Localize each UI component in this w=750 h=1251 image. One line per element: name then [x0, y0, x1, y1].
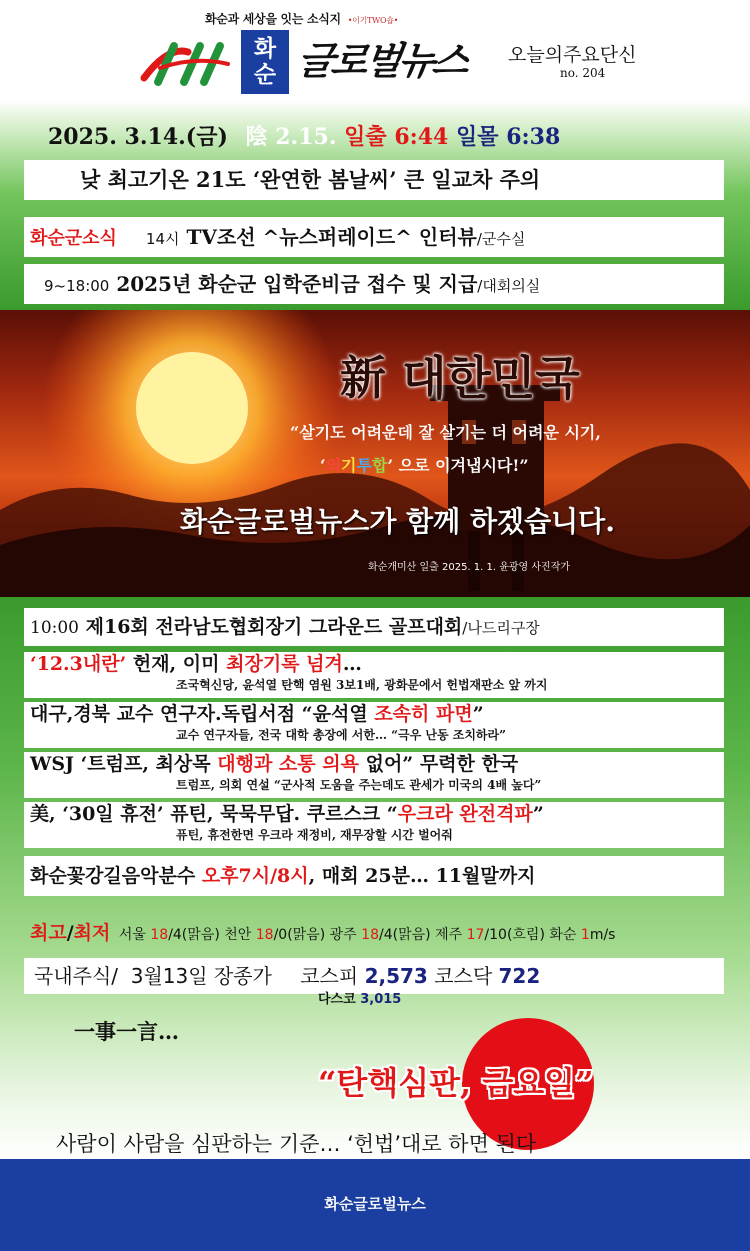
issue-number: no. 204 — [560, 66, 606, 80]
date: 2025. 3.14.(금) — [48, 124, 228, 150]
county-item1-place: /군수실 — [476, 230, 526, 248]
news-item-4-sub: 퓨틴, 휴전한면 우크라 재정비, 재무장할 시간 벌어줘 — [176, 828, 453, 842]
news-item-1-sub: 조국혁신당, 윤석열 탄핵 염원 3보1배, 광화문에서 헌법재판소 앞 까지 — [176, 678, 548, 692]
news-item-2-headline: 대구,경북 교수 연구자.독립서점 “윤석열 조속히 파면” — [30, 703, 484, 725]
lunar-label: 陰 — [245, 124, 268, 150]
county-label: 화순군소식 — [30, 228, 117, 249]
logo-box-text: 화순 — [253, 36, 277, 88]
stock-label: 국내주식/ 3월13일 장종가 — [34, 964, 272, 988]
kosdaq-label: 코스닥 — [434, 964, 493, 988]
news-item-1-headline: ‘12.3내란’ 헌재, 이미 최장기록 넘겨… — [30, 653, 362, 675]
temp-city-1: 천안 18/0(맑음) — [224, 927, 326, 943]
temp-city-0: 서울 18/4(맑음) — [118, 927, 220, 943]
hh-logo-icon — [140, 38, 232, 88]
fountain-news: 화순꽃강길음악분수 오후7시/8시, 매회 25분… 11월말까지 — [24, 856, 724, 896]
photo-title: 新 대한민국 — [340, 351, 580, 405]
lunar-date: 2.15. — [275, 124, 337, 150]
kosdaq-value: 722 — [498, 964, 541, 988]
dow-reading: 다스코 3,015 — [318, 992, 402, 1007]
photo-caption: 화순개미산 일출 2025. 1. 1. 윤광영 사진작가 — [368, 562, 571, 573]
news-item-4-headline: 美, ‘30일 휴전’ 퓨틴, 묵묵무답. 쿠르스크 “우크라 완전격파” — [30, 803, 544, 825]
sunset: 일몰 6:38 — [456, 124, 561, 150]
news-item-3-headline: WSJ ‘트럼프, 최상목 대행과 소통 의욕 없어” 무력한 한국 — [30, 753, 519, 775]
news-item-4 — [24, 802, 724, 848]
kospi-label: 코스피 — [300, 964, 359, 988]
golf-news — [24, 608, 724, 646]
column-label: 一事一言… — [74, 1019, 179, 1044]
county-item2-text: 2025년 화순군 입학준비금 접수 및 지급 — [116, 272, 478, 296]
county-item2-time: 9~18:00 — [44, 277, 110, 295]
golf-text: 제16회 전라남도협회장기 그라운드 골프대회 — [85, 616, 463, 638]
news-item-2 — [24, 702, 724, 748]
briefing-title: 오늘의주요단신 — [508, 44, 637, 66]
kospi-value: 2,573 — [364, 964, 428, 988]
temp-label-sep: / — [66, 922, 74, 944]
sunrise: 일출 6:44 — [344, 124, 449, 150]
golf-time: 10:00 — [30, 618, 79, 638]
news-item-2-sub: 교수 연구자들, 전국 대학 총장에 서한… “극우 난동 조치하라” — [176, 728, 507, 742]
county-news-2 — [24, 264, 724, 304]
temp-city-3: 제주 17/10(흐림) — [435, 927, 545, 943]
tagline-small: •이기TWO숍• — [347, 16, 399, 25]
temp-city-2: 광주 18/4(맑음) — [329, 927, 431, 943]
news-item-1 — [24, 652, 724, 698]
wind-reading: 화순 1m/s — [549, 927, 616, 943]
logo-box — [241, 30, 289, 94]
column-headline: “탄핵심판, 금요일” — [318, 1064, 594, 1102]
county-item1-text: TV조선 ^뉴스퍼레이드^ 인터뷰 — [186, 225, 477, 249]
county-item1-time: 14시 — [145, 230, 180, 248]
temp-label-high: 최고 — [30, 922, 67, 944]
golf-place: /나드리구장 — [462, 619, 540, 637]
photo-quote-2: ‘의기투합’ 으로 이겨냅시다!” — [320, 456, 529, 475]
news-item-3-sub: 트럼프, 의회 연설 “군사적 도움을 주는데도 관세가 미국의 4배 높다” — [176, 778, 542, 792]
masthead-tagline — [205, 10, 398, 27]
logo-script: 글로벌뉴스 — [294, 38, 470, 83]
county-news-1 — [24, 217, 724, 257]
news-item-3 — [24, 752, 724, 798]
photo-slogan: 화순글로벌뉴스가 함께 하겠습니다. — [180, 505, 615, 538]
photo-quote-1: “살기도 어려운데 잘 살기는 더 어려운 시기, — [290, 423, 601, 442]
tagline-text: 화순과 세상을 잇는 소식지 — [205, 12, 341, 26]
column-text: 사람이 사람을 심판하는 기준… ‘헌법’대로 하면 된다 — [56, 1132, 537, 1156]
temp-label-low: 최저 — [73, 922, 111, 944]
masthead — [0, 0, 750, 100]
footer-brand: 화순글로벌뉴스 — [324, 1195, 426, 1213]
sunrise-photo — [0, 310, 750, 597]
dateline — [48, 120, 560, 151]
weather-headline: 낮 최고기온 21도 ‘완연한 봄날씨’ 큰 일교차 주의 — [24, 160, 724, 200]
temperature-row — [30, 918, 615, 945]
county-item2-place: /대회의실 — [477, 277, 541, 295]
footer-bar — [0, 1159, 750, 1251]
